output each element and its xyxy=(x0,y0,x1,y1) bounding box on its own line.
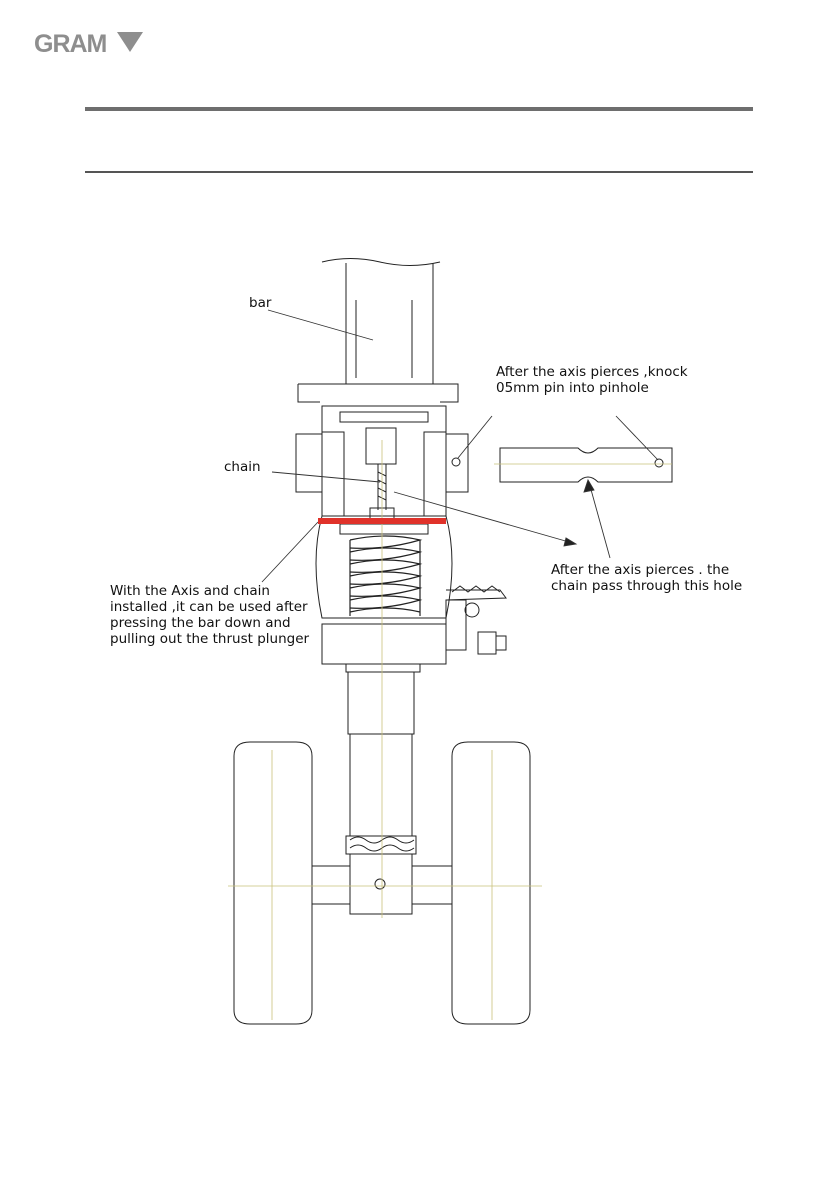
leader-lines xyxy=(262,310,658,582)
left-wheel xyxy=(234,742,312,1024)
label-bar: bar xyxy=(249,295,272,311)
label-chain: chain xyxy=(224,459,261,475)
column xyxy=(346,672,416,914)
label-install-2: installed ,it can be used after xyxy=(110,599,308,615)
label-axis-note-1: After the axis pierces ,knock xyxy=(496,364,688,380)
base-plate xyxy=(322,624,446,672)
axis-pin xyxy=(500,448,672,482)
label-install-3: pressing the bar down and xyxy=(110,615,291,631)
label-axis-note-2: 05mm pin into pinhole xyxy=(496,380,649,396)
centerlines xyxy=(228,440,672,1020)
label-install-4: pulling out the thrust plunger xyxy=(110,631,310,647)
label-chain-hole-2: chain pass through this hole xyxy=(551,578,743,594)
spring-housing xyxy=(316,516,452,618)
spring-coils xyxy=(350,536,420,616)
red-marker-line xyxy=(318,518,446,524)
label-install-1: With the Axis and chain xyxy=(110,583,270,599)
release-pedal xyxy=(446,586,506,654)
label-chain-hole-1: After the axis pierces . the xyxy=(551,562,730,578)
right-wheel xyxy=(452,742,530,1024)
bar-pipe xyxy=(322,259,440,385)
brand-logo-text: GRAM xyxy=(34,30,107,58)
